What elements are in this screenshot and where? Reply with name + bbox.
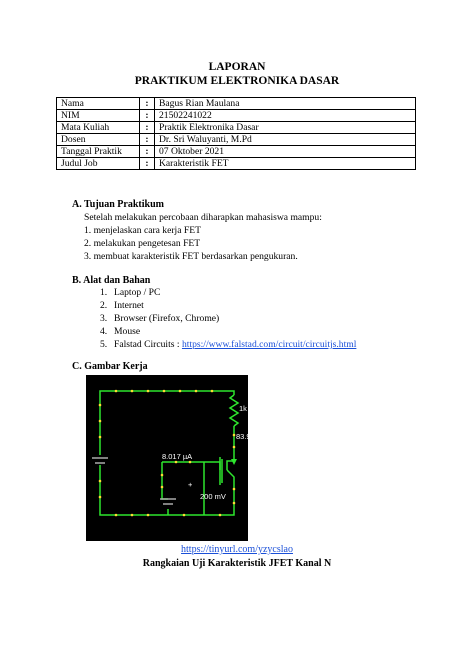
tool-item-number: 2. <box>100 300 108 311</box>
tool-item-number: 1. <box>100 287 108 298</box>
objective-item: 3. membuat karakteristik FET berdasarkan pengukuran. <box>84 251 298 262</box>
tool-item-number: 5. <box>100 339 108 350</box>
info-value: Dr. Sri Waluyanti, M.Pd <box>155 134 416 146</box>
circuit-diagram <box>86 375 271 541</box>
tool-item <box>100 339 356 350</box>
report-subtitle: PRAKTIKUM ELEKTRONIKA DASAR <box>134 75 340 87</box>
tool-item-text: Mouse <box>114 326 141 337</box>
info-row <box>57 122 416 134</box>
info-label: Dosen <box>57 134 140 146</box>
gate-current-label: 8.017 µA <box>162 452 193 461</box>
tool-item-text: Internet <box>114 300 144 311</box>
info-label: Judul Job <box>57 158 140 170</box>
info-value: Praktik Elektronika Dasar <box>155 122 416 134</box>
section-a-intro: Setelah melakukan percobaan diharapkan mahasiswa mampu: <box>84 212 322 223</box>
resistor-label: 1k <box>239 404 247 413</box>
info-value: 21502241022 <box>155 110 416 122</box>
info-separator: : <box>140 110 155 122</box>
tool-item-number: 3. <box>100 313 108 324</box>
info-separator: : <box>140 134 155 146</box>
info-label: Tanggal Praktik <box>57 146 140 158</box>
tool-item-number: 4. <box>100 326 108 337</box>
info-label: Mata Kuliah <box>57 122 140 134</box>
circuit-caption: Rangkaian Uji Karakteristik JFET Kanal N <box>142 558 332 569</box>
info-row <box>57 98 416 110</box>
circuit-link-row <box>0 544 474 555</box>
info-separator: : <box>140 146 155 158</box>
tool-item-text: Browser (Firefox, Chrome) <box>114 313 220 324</box>
drain-current-label: 83.974 µA <box>236 432 271 441</box>
section-a-heading: A. Tujuan Praktikum <box>72 199 164 210</box>
info-row <box>57 146 416 158</box>
section-b-heading: B. Alat dan Bahan <box>72 275 151 286</box>
info-label: NIM <box>57 110 140 122</box>
info-label: Nama <box>57 98 140 110</box>
info-value: 07 Oktober 2021 <box>155 146 416 158</box>
info-separator: : <box>140 98 155 110</box>
info-separator: : <box>140 158 155 170</box>
plus-sign: + <box>188 480 193 489</box>
tool-item <box>100 313 219 324</box>
objective-item: 1. menjelaskan cara kerja FET <box>84 225 201 236</box>
section-c-heading: C. Gambar Kerja <box>72 361 148 372</box>
info-table <box>56 97 416 170</box>
tool-item <box>100 300 144 311</box>
info-row <box>57 110 416 122</box>
gate-voltage-label: 200 mV <box>200 492 226 501</box>
info-value: Karakteristik FET <box>155 158 416 170</box>
info-row <box>57 158 416 170</box>
info-row <box>57 134 416 146</box>
report-title: LAPORAN <box>208 61 266 73</box>
tool-item <box>100 326 140 337</box>
info-separator: : <box>140 122 155 134</box>
tool-item-text: Laptop / PC <box>114 287 161 298</box>
info-value: Bagus Rian Maulana <box>155 98 416 110</box>
falstad-link[interactable]: https://www.falstad.com/circuit/circuitjs.html <box>181 339 357 350</box>
tool-item <box>100 287 160 298</box>
tool-item-text: Falstad Circuits : <box>114 339 182 350</box>
circuit-link[interactable]: https://tinyurl.com/yzycslao <box>181 544 293 555</box>
objective-item: 2. melakukan pengetesan FET <box>84 238 201 249</box>
